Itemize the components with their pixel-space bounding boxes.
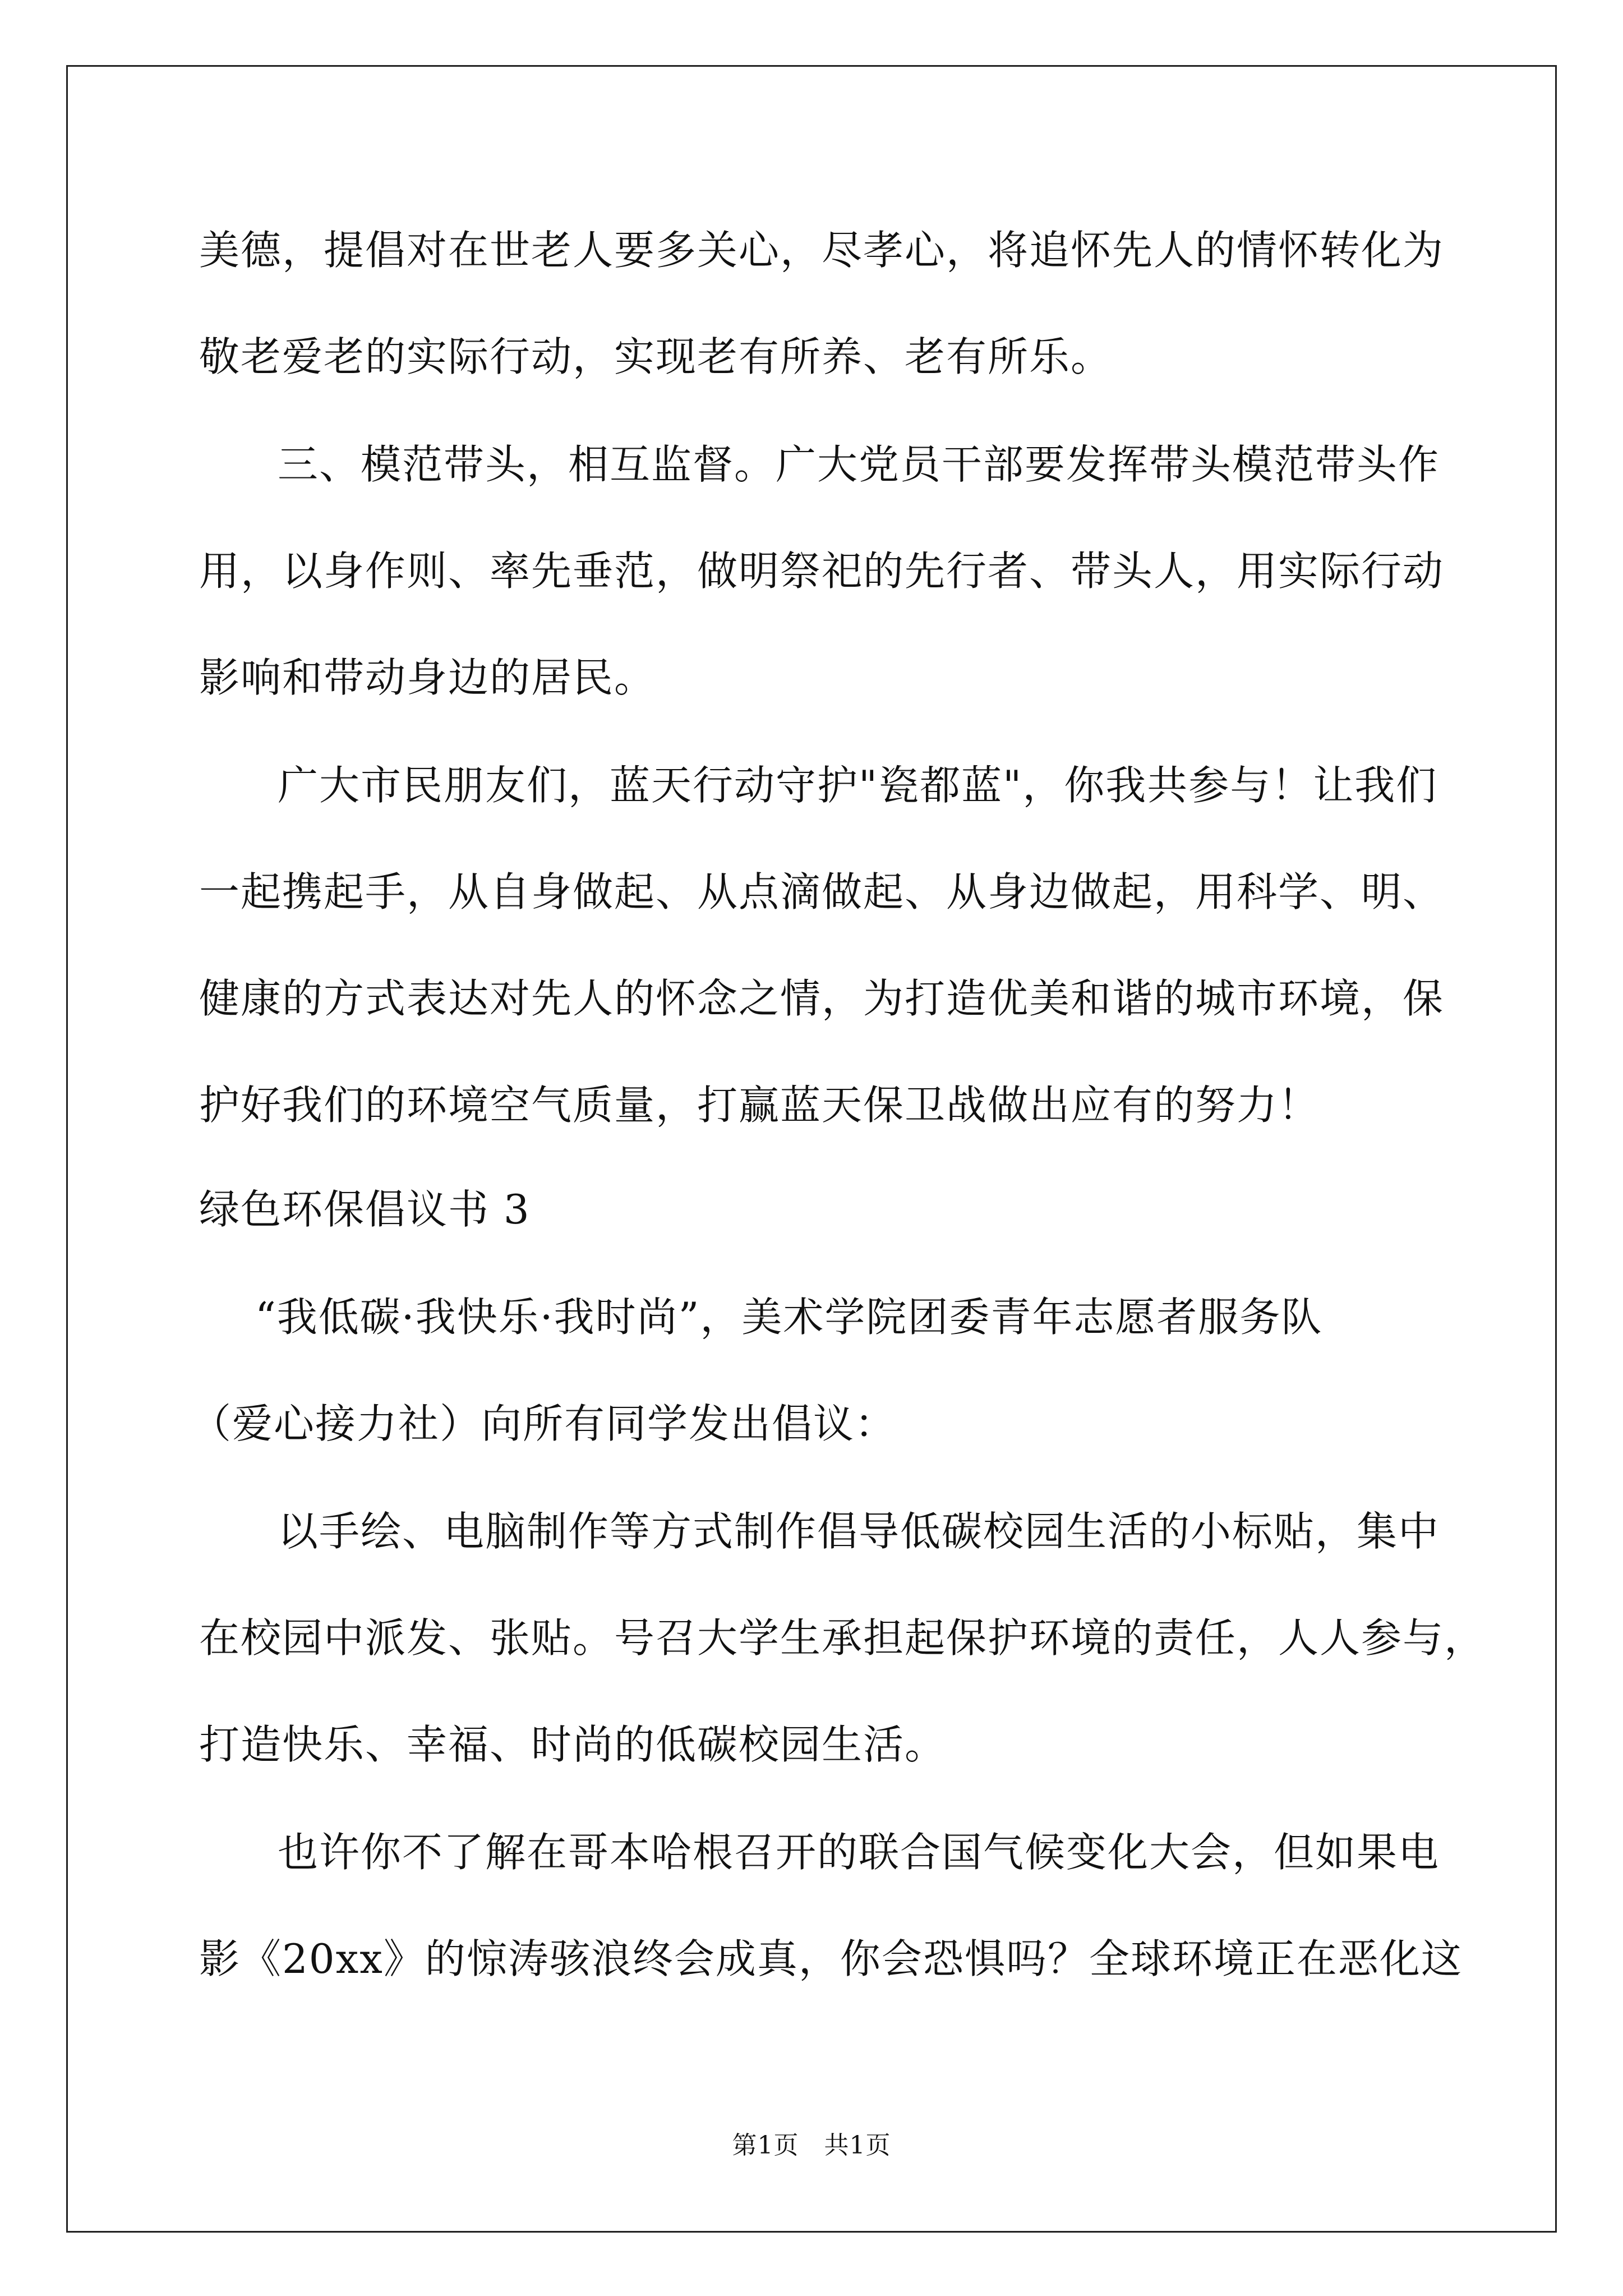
text-line: 影响和带动身边的居民。 bbox=[199, 654, 656, 701]
text-line: 用，以身作则、率先垂范，做明祭祀的先行者、带头人，用实际行动 bbox=[199, 547, 1445, 595]
text-line: （爱心接力社）向所有同学发出倡议： bbox=[191, 1400, 897, 1447]
text-line: 在校园中派发、张贴。号召大学生承担起保护环境的责任，人人参与， bbox=[199, 1614, 1486, 1662]
text-line: 美德，提倡对在世老人要多关心，尽孝心，将追怀先人的情怀转化为 bbox=[199, 227, 1445, 274]
text-line: 护好我们的环境空气质量，打赢蓝天保卫战做出应有的努力！ bbox=[199, 1082, 1320, 1129]
text-line: 也许你不了解在哥本哈根召开的联合国气候变化大会，但如果电 bbox=[278, 1829, 1440, 1876]
text-line: 一起携起手，从自身做起、从点滴做起、从身边做起，用科学、明、 bbox=[199, 868, 1445, 915]
section-heading: 绿色环保倡议书 3 bbox=[199, 1186, 531, 1233]
text-line: “我低碳·我快乐·我时尚”，美术学院团委青年志愿者服务队 bbox=[255, 1294, 1323, 1341]
text-line: 影《20xx》的惊涛骇浪终会成真，你会恐惧吗？全球环境正在恶化这 bbox=[199, 1935, 1463, 1982]
page-border bbox=[66, 65, 1557, 2233]
text-line: 广大市民朋友们，蓝天行动守护"瓷都蓝"，你我共参与！让我们 bbox=[278, 762, 1438, 809]
text-line: 健康的方式表达对先人的怀念之情，为打造优美和谐的城市环境，保 bbox=[199, 975, 1445, 1022]
text-line: 三、模范带头，相互监督。广大党员干部要发挥带头模范带头作 bbox=[278, 441, 1440, 488]
text-line: 以手绘、电脑制作等方式制作倡导低碳校园生活的小标贴，集中 bbox=[278, 1508, 1440, 1555]
text-line: 打造快乐、幸福、时尚的低碳校园生活。 bbox=[199, 1721, 947, 1768]
text-line: 敬老爱老的实际行动，实现老有所养、老有所乐。 bbox=[199, 333, 1113, 380]
page-footer: 第1页 共1页 bbox=[732, 2131, 891, 2160]
